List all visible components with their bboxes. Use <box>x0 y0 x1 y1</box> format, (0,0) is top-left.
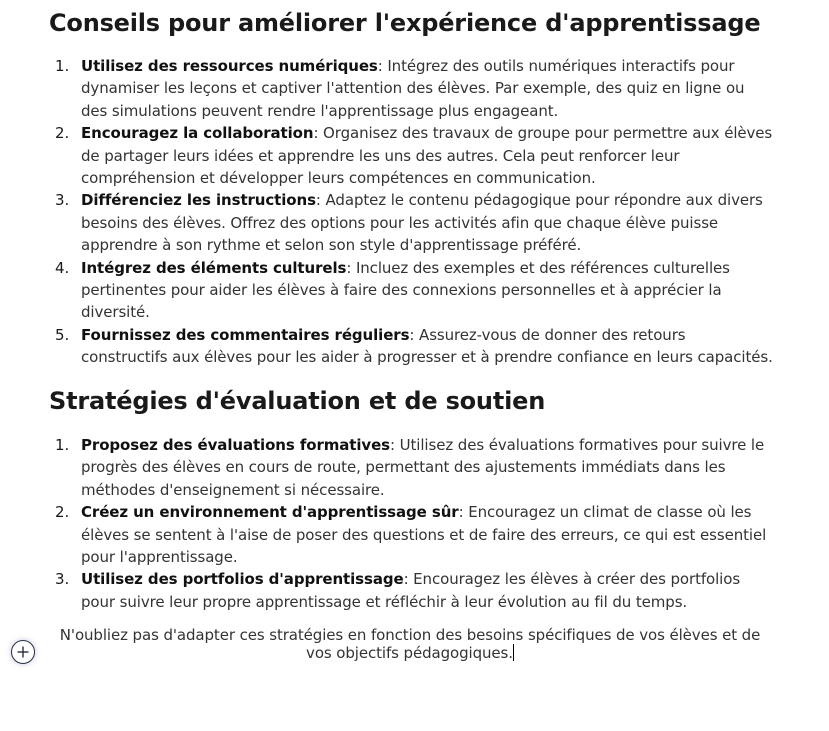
list-item-text: : Incluez des exemples et des références culturelles pertinentes pour aider les élèves à faire des connexions personnelles et à apprécier la diversité. <box>81 258 730 322</box>
list-number: 4. <box>55 258 70 277</box>
list-item <box>49 122 774 189</box>
conseils-list <box>49 55 774 369</box>
closing-paragraph[interactable] <box>56 627 764 662</box>
list-item-term: Intégrez des éléments culturels <box>81 258 347 277</box>
list-number: 3. <box>55 570 70 589</box>
list-item-text: : Assurez-vous de donner des retours constructifs aux élèves pour les aider à progresser et à prendre confiance en leurs capacités. <box>81 325 773 367</box>
list-item-term: Différenciez les instructions <box>81 191 316 210</box>
list-item <box>49 324 774 369</box>
list-item <box>49 189 774 256</box>
section-heading-strategies: Stratégies d'évaluation et de soutien <box>49 387 546 415</box>
list-number: 3. <box>55 191 70 210</box>
list-number: 2. <box>55 124 70 143</box>
closing-text: N'oubliez pas d'adapter ces stratégies en fonction des besoins spécifiques de vos élèves et de vos objectifs pédagogiques. <box>59 626 761 662</box>
list-item-text: : Intégrez des outils numériques interactifs pour dynamiser les leçons et captiver l'attention des élèves. Par exemple, des quiz en ligne ou des simulations peuvent rendre l'apprentissage plus engageant. <box>81 57 745 120</box>
plus-circle-icon <box>16 645 30 659</box>
list-item-text: : Organisez des travaux de groupe pour permettre aux élèves de partager leurs idées et apprendre les uns des autres. Cela peut renforcer leur compréhension et développer leurs compétences en communication. <box>81 124 773 188</box>
list-item-text: : Utilisez des évaluations formatives pour suivre le progrès des élèves en cours de route, permettant des ajustements immédiats dans les méthodes d'enseignement si nécessaire. <box>81 436 765 499</box>
list-item <box>49 55 774 122</box>
list-item-text: : Encouragez les élèves à créer des portfolios pour suivre leur propre apprentissage et réfléchir à leur évolution au fil du temps. <box>81 570 741 611</box>
list-item <box>49 434 774 501</box>
list-item-term: Utilisez des ressources numériques <box>81 57 378 75</box>
list-item-term: Proposez des évaluations formatives <box>81 436 390 454</box>
list-item-term: Encouragez la collaboration <box>81 124 314 143</box>
list-number: 5. <box>55 325 70 344</box>
strategies-list <box>49 434 774 613</box>
list-number: 1. <box>55 57 70 75</box>
text-cursor <box>513 644 514 661</box>
list-number: 1. <box>55 436 70 454</box>
list-item-text: : Adaptez le contenu pédagogique pour répondre aux divers besoins des élèves. Offrez des options pour les activités afin que chaque élève puisse apprendre à son rythme et selon son style d'apprentissage préféré. <box>81 191 763 255</box>
list-item <box>49 501 774 568</box>
list-number: 2. <box>55 503 70 522</box>
list-item <box>49 568 774 613</box>
list-item-term: Utilisez des portfolios d'apprentissage <box>81 570 404 589</box>
list-item-term: Créez un environnement d'apprentissage sûr <box>81 503 459 522</box>
section-heading-conseils: Conseils pour améliorer l'expérience d'apprentissage <box>49 9 761 37</box>
list-item-term: Fournissez des commentaires réguliers <box>81 325 410 344</box>
add-block-button[interactable] <box>11 640 35 664</box>
list-item <box>49 257 774 324</box>
list-item-text: : Encouragez un climat de classe où les élèves se sentent à l'aise de poser des questions et de faire des erreurs, ce qui est essentiel pour l'apprentissage. <box>81 503 767 567</box>
